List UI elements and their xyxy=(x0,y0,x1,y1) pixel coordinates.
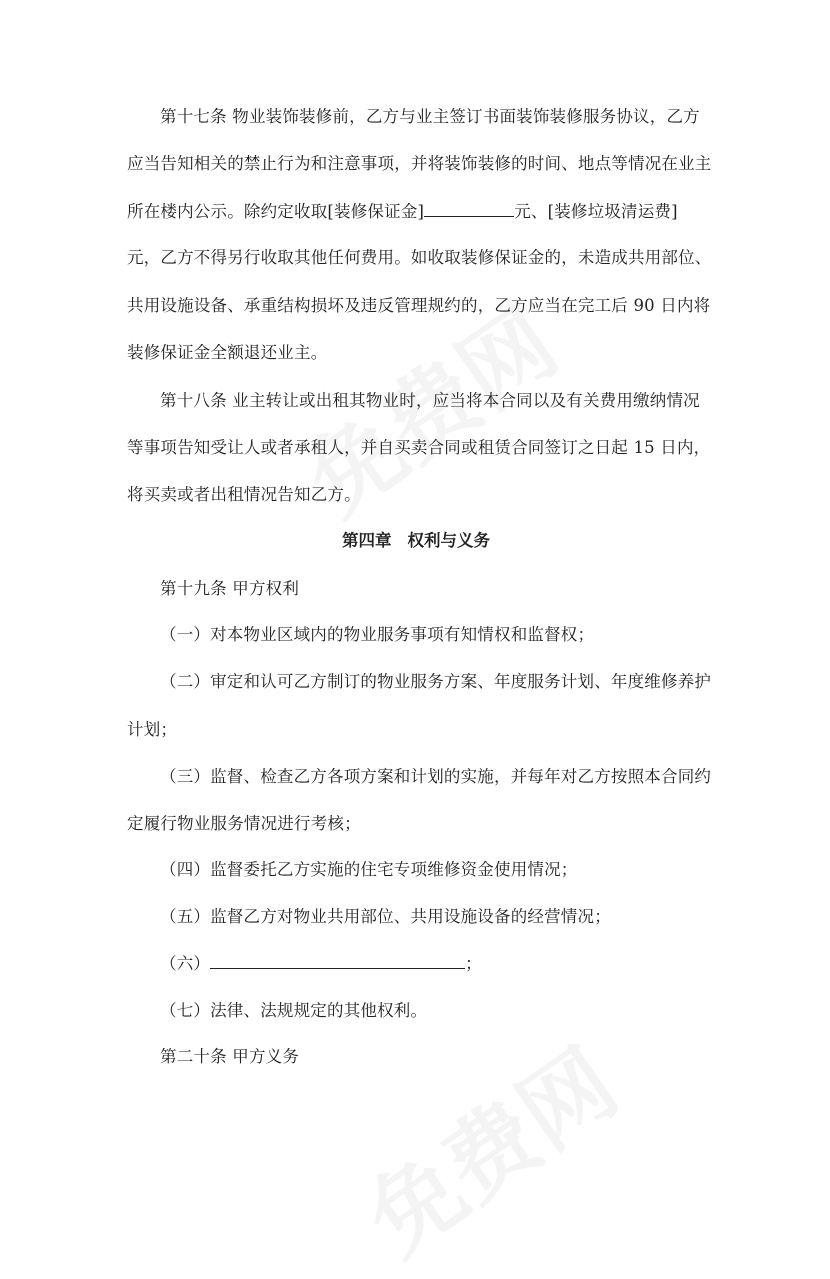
article-18-line-2: 等事项告知受让人或者承租人，并自买卖合同或租赁合同签订之日起 15 日内， xyxy=(127,438,711,457)
article-17-line-3 xyxy=(127,200,678,224)
article-19-item-2-line-1: （二）审定和认可乙方制订的物业服务方案、年度服务计划、年度维修养护 xyxy=(160,672,712,691)
article-18-line-3: 将买卖或者出租情况告知乙方。 xyxy=(127,485,361,504)
article-20-title: 第二十条 甲方义务 xyxy=(160,1047,300,1066)
chapter-4-title: 权利与义务 xyxy=(407,531,490,550)
item-6-fill-blank[interactable] xyxy=(210,952,465,969)
article-19-item-6-end: ； xyxy=(465,954,482,973)
chapter-4-number: 第四章 xyxy=(342,531,392,550)
article-19-item-3-line-2: 定履行物业服务情况进行考核； xyxy=(127,814,361,833)
article-19-item-7: （七）法律、法规规定的其他权利。 xyxy=(160,1001,428,1020)
article-17-line-4: 元，乙方不得另行收取其他任何费用。如收取装修保证金的，未造成共用部位、 xyxy=(127,248,712,267)
watermark-lower xyxy=(337,1013,639,1279)
decoration-deposit-blank[interactable] xyxy=(424,200,514,217)
article-19-title: 第十九条 甲方权利 xyxy=(160,579,300,598)
article-19-item-6-label: （六） xyxy=(160,954,211,973)
article-17-line-5: 共用设施设备、承重结构损坏及违反管理规约的，乙方应当在完工后 90 日内将 xyxy=(127,296,711,315)
article-19-item-3-line-1: （三）监督、检查乙方各项方案和计划的实施，并每年对乙方按照本合同约 xyxy=(160,767,712,786)
article-19-item-2-line-2: 计划； xyxy=(127,720,178,739)
article-17-line-6: 装修保证金全额退还业主。 xyxy=(127,343,328,362)
article-17-line-3-part-2: 元、[装修垃圾清运费] xyxy=(514,202,678,221)
article-18-line-1: 第十八条 业主转让或出租其物业时，应当将本合同以及有关费用缴纳情况 xyxy=(160,391,700,410)
article-19-item-1: （一）对本物业区域内的物业服务事项有知情权和监督权； xyxy=(160,625,595,644)
article-19-item-5: （五）监督乙方对物业共用部位、共用设施设备的经营情况； xyxy=(160,907,611,926)
article-17-line-3-part-1: 所在楼内公示。除约定收取[装修保证金] xyxy=(127,202,425,221)
article-17-line-1: 第十七条 物业装饰装修前，乙方与业主签订书面装饰装修服务协议，乙方 xyxy=(160,107,700,126)
chapter-4-heading xyxy=(342,529,490,553)
article-19-item-4: （四）监督委托乙方实施的住宅专项维修资金使用情况； xyxy=(160,860,578,879)
article-17-line-2: 应当告知相关的禁止行为和注意事项，并将装饰装修的时间、地点等情况在业主 xyxy=(127,154,712,173)
article-19-item-6 xyxy=(160,952,482,976)
